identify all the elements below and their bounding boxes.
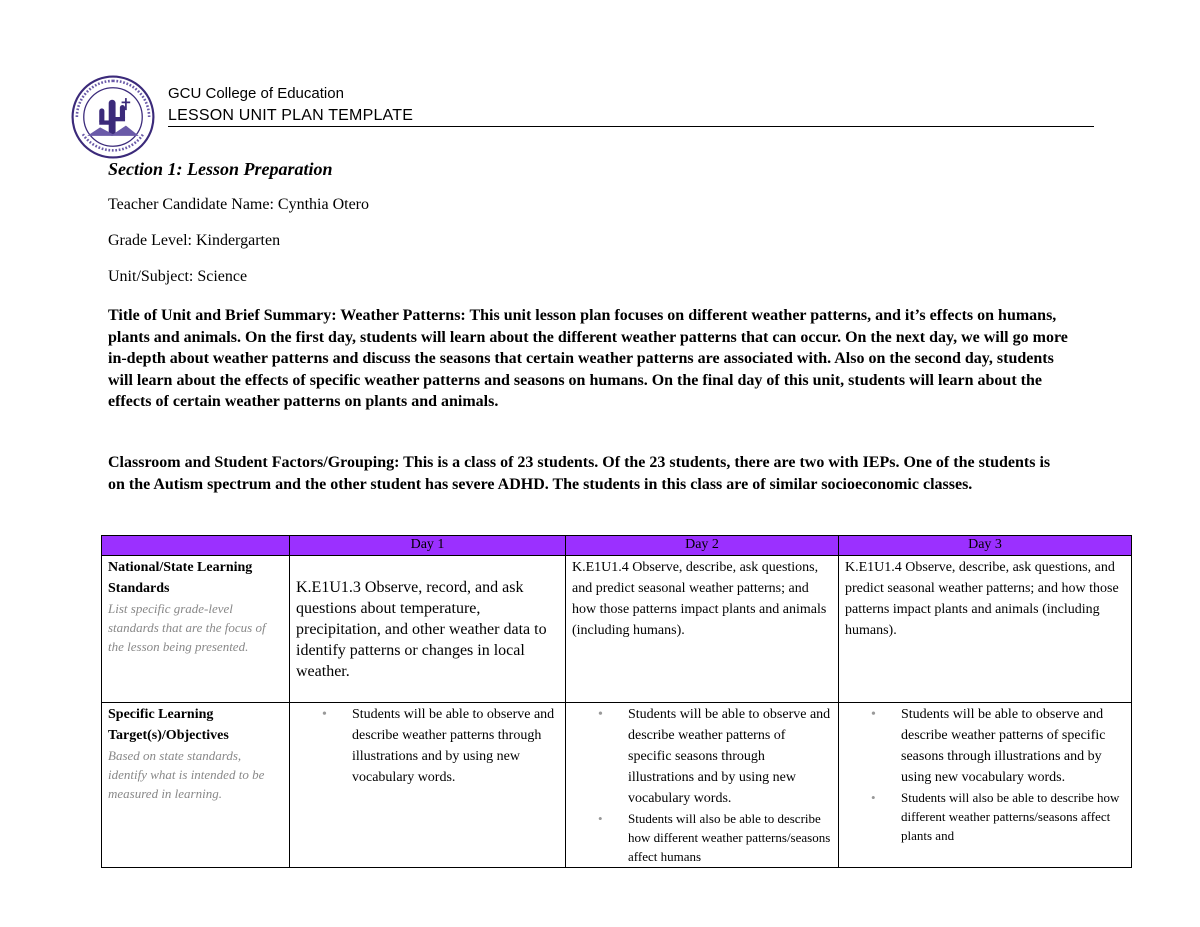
objectives-day1: [290, 703, 566, 868]
standards-row: [102, 556, 1132, 703]
grade-level-field: Grade Level: Kindergarten: [108, 232, 281, 249]
objective-item: • Students will also be able to describe how different weather patterns/seasons affect plants and: [901, 788, 1125, 845]
unit-subject-field: Unit/Subject: Science: [108, 268, 248, 285]
college-name: GCU College of Education: [168, 85, 344, 102]
row-hint: Based on state standards, identify what is intended to be measured in learning.: [108, 748, 265, 801]
row-label: Specific Learning Target(s)/Objectives: [108, 707, 229, 743]
header-blank-cell: [102, 536, 290, 556]
unit-summary: Title of Unit and Brief Summary: Weather Patterns: This unit lesson plan focuses on different weather patterns, and it’s effects on humans, plants and animals. On the first day, students will learn about the different weather patterns that can occur. On the next day, we will go more in-depth about weather patterns and discuss the seasons that certain weather patterns are associated with. Also on the second day, students will learn about the effects of specific weather patterns and seasons on humans. On the final day of this unit, students will learn about the effects of certain weather patterns on plants and animals.: [108, 307, 1068, 411]
lesson-plan-table: [101, 535, 1132, 868]
objective-item: • Students will be able to observe and describe weather patterns of specific seasons through illustrations and by using new vocabulary words.: [628, 704, 832, 809]
day-header: Day 1: [290, 536, 566, 556]
objectives-day3: [839, 703, 1132, 868]
day-header: Day 2: [566, 536, 839, 556]
day-header: Day 3: [839, 536, 1132, 556]
row-label: National/State Learning Standards: [108, 560, 253, 596]
objectives-row: [102, 703, 1132, 868]
classroom-factors: Classroom and Student Factors/Grouping: This is a class of 23 students. Of the 23 students, there are two with IEPs. One of the students is on the Autism spectrum and the other student has severe ADHD. The students in this class are of similar socioeconomic classes.: [108, 454, 1051, 493]
university-seal-logo: [70, 74, 156, 160]
standard-day2: K.E1U1.4 Observe, describe, ask questions, and predict seasonal weather patterns; and how those patterns impact plants and animals (including humans).: [566, 556, 839, 703]
teacher-name-field: Teacher Candidate Name: Cynthia Otero: [108, 196, 369, 213]
objectives-day2: [566, 703, 839, 868]
objective-item: • Students will also be able to describe how different weather patterns/seasons affect humans: [628, 809, 832, 866]
objective-item: • Students will be able to observe and describe weather patterns through illustrations and by using new vocabulary words.: [352, 704, 559, 788]
row-label-cell: [102, 703, 290, 868]
row-label-cell: [102, 556, 290, 703]
table-header-row: [102, 536, 1132, 556]
standard-day3: K.E1U1.4 Observe, describe, ask questions, and predict seasonal weather patterns; and how those patterns impact plants and animals (including humans).: [839, 556, 1132, 703]
objective-item: • Students will be able to observe and describe weather patterns of specific seasons through illustrations and by using new vocabulary words.: [901, 704, 1125, 788]
template-title: LESSON UNIT PLAN TEMPLATE: [168, 107, 1094, 127]
section-title: Section 1: Lesson Preparation: [108, 159, 333, 179]
standard-day1: K.E1U1.3 Observe, record, and ask questions about temperature, precipitation, and other weather data to identify patterns or changes in local weather.: [290, 556, 566, 703]
row-hint: List specific grade-level standards that are the focus of the lesson being presented.: [108, 601, 266, 654]
